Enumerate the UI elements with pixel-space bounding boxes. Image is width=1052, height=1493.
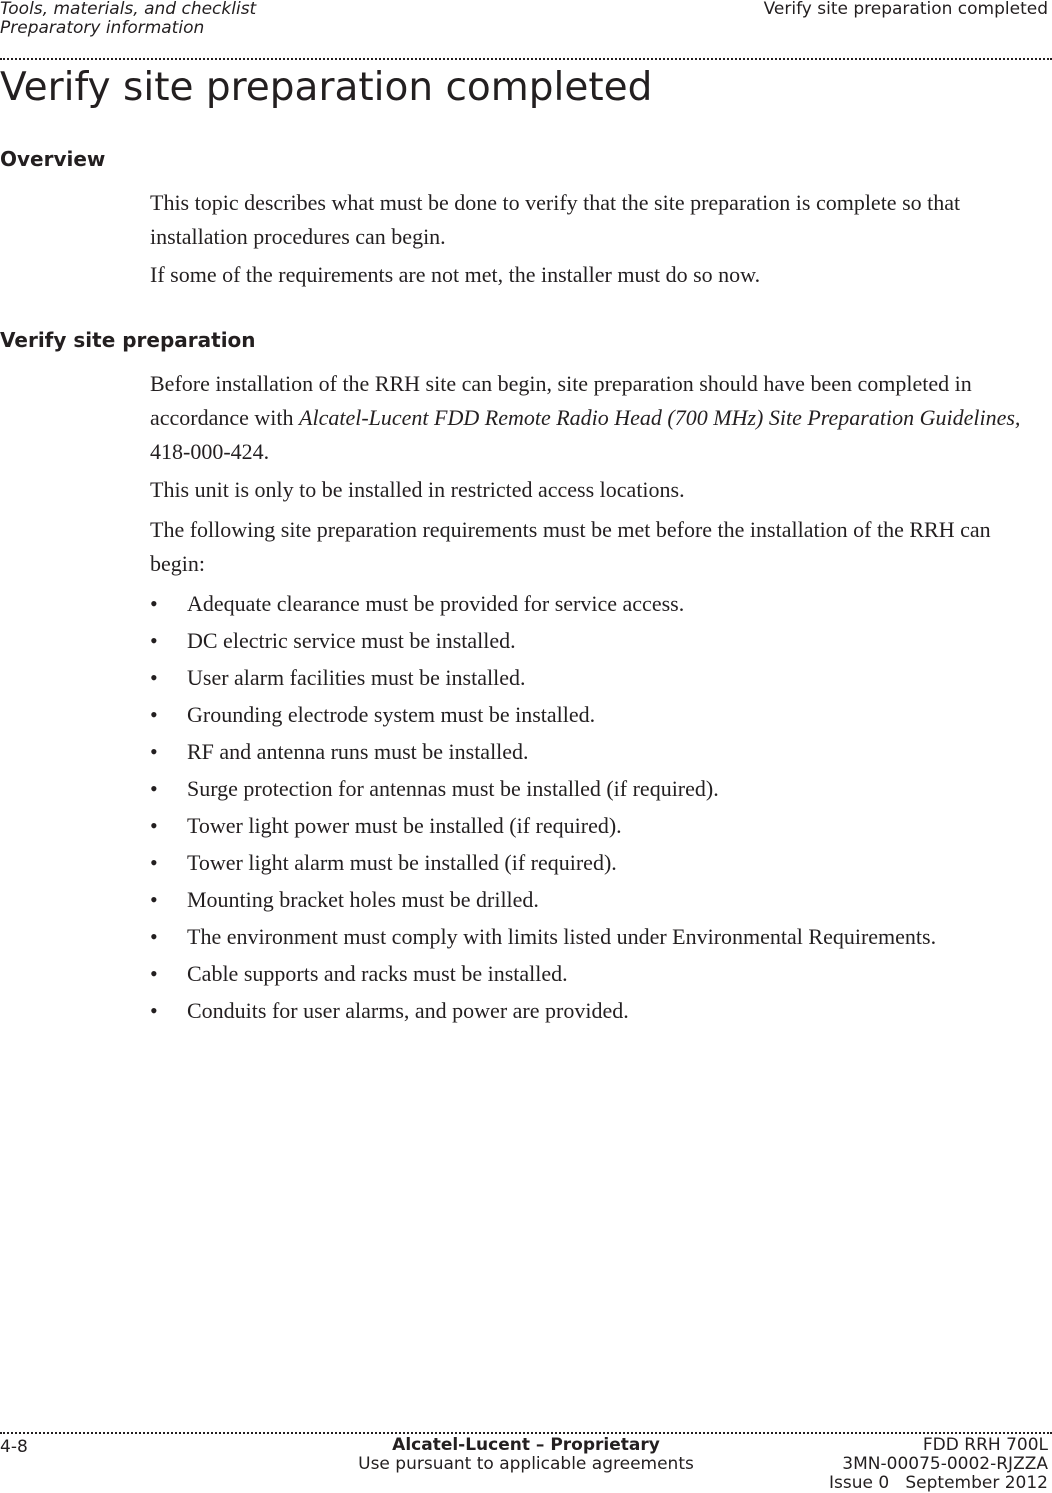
list-item-text: Adequate clearance must be provided for service access.: [187, 591, 685, 616]
overview-paragraph-2: If some of the requirements are not met, the installer must do so now.: [150, 262, 761, 287]
footer-product: FDD RRH 700L: [922, 1435, 1048, 1455]
bullet-icon: •: [150, 961, 158, 986]
running-header-left: [0, 0, 256, 38]
header-chapter: Tools, materials, and checklist: [0, 0, 257, 19]
list-item-text: DC electric service must be installed.: [187, 628, 516, 653]
bullet-icon: •: [150, 998, 158, 1023]
verify-heading: Verify site preparation: [0, 328, 256, 352]
footer-issue-date: Issue 0 September 2012: [828, 1473, 1048, 1493]
footer-divider: [0, 1432, 1052, 1434]
footer-proprietary-label: Alcatel-Lucent – Proprietary: [392, 1435, 660, 1455]
bullet-icon: •: [150, 850, 158, 875]
list-item: [150, 661, 1050, 698]
verify-paragraph-2: This unit is only to be installed in restricted access locations.: [150, 477, 685, 502]
list-item: [150, 772, 1050, 809]
list-item-text: The environment must comply with limits listed under Environmental Requirements.: [187, 924, 937, 949]
list-item: [150, 698, 1050, 735]
header-topic: Verify site preparation completed: [763, 0, 1048, 19]
footer-usage-note: Use pursuant to applicable agreements: [358, 1454, 694, 1474]
list-item: [150, 735, 1050, 772]
bullet-icon: •: [150, 665, 158, 690]
list-item: [150, 994, 1050, 1031]
list-item-text: Grounding electrode system must be installed.: [187, 702, 596, 727]
list-item-text: Tower light alarm must be installed (if required).: [187, 850, 617, 875]
header-divider: [0, 58, 1052, 60]
bullet-icon: •: [150, 702, 158, 727]
list-item-text: Cable supports and racks must be installed.: [187, 961, 568, 986]
bullet-icon: •: [150, 887, 158, 912]
list-item: [150, 624, 1050, 661]
bullet-icon: •: [150, 591, 158, 616]
footer-document-info: [829, 1436, 1048, 1493]
header-section: Preparatory information: [0, 18, 205, 38]
verify-paragraph-1-end: 418-000-424.: [150, 439, 270, 464]
bullet-icon: •: [150, 813, 158, 838]
page-number: 4-8: [0, 1437, 28, 1457]
list-item-text: Conduits for user alarms, and power are provided.: [187, 998, 629, 1023]
list-item: [150, 920, 1050, 957]
list-item: [150, 809, 1050, 846]
overview-paragraph-1: This topic describes what must be done to verify that the site preparation is complete so that installation procedures can begin.: [150, 190, 961, 249]
list-item: [150, 587, 1050, 624]
bullet-icon: •: [150, 924, 158, 949]
list-item-text: Mounting bracket holes must be drilled.: [187, 887, 539, 912]
verify-paragraph-3: The following site preparation requirements must be met before the installation of the RRH can begin:: [150, 517, 991, 576]
bullet-icon: •: [150, 776, 158, 801]
overview-heading: Overview: [0, 147, 106, 171]
verify-paragraph-1-start: Before installation of the RRH site can begin, site preparation should have been completed in accordance with: [150, 371, 972, 430]
list-item: [150, 957, 1050, 994]
page-title: Verify site preparation completed: [0, 65, 653, 110]
bullet-icon: •: [150, 628, 158, 653]
list-item-text: User alarm facilities must be installed.: [187, 665, 526, 690]
list-item-text: Tower light power must be installed (if required).: [187, 813, 622, 838]
bullet-icon: •: [150, 739, 158, 764]
list-item-text: RF and antenna runs must be installed.: [187, 739, 529, 764]
list-item: [150, 846, 1050, 883]
footer-document-number: 3MN-00075-0002-RJZZA: [842, 1454, 1048, 1474]
guidelines-document-title: Alcatel-Lucent FDD Remote Radio Head (700 MHz) Site Preparation Guidelines,: [299, 405, 1021, 430]
list-item: [150, 883, 1050, 920]
list-item-text: Surge protection for antennas must be installed (if required).: [187, 776, 719, 801]
requirements-list: [150, 587, 1050, 1031]
verify-paragraph-1: [150, 367, 1030, 469]
